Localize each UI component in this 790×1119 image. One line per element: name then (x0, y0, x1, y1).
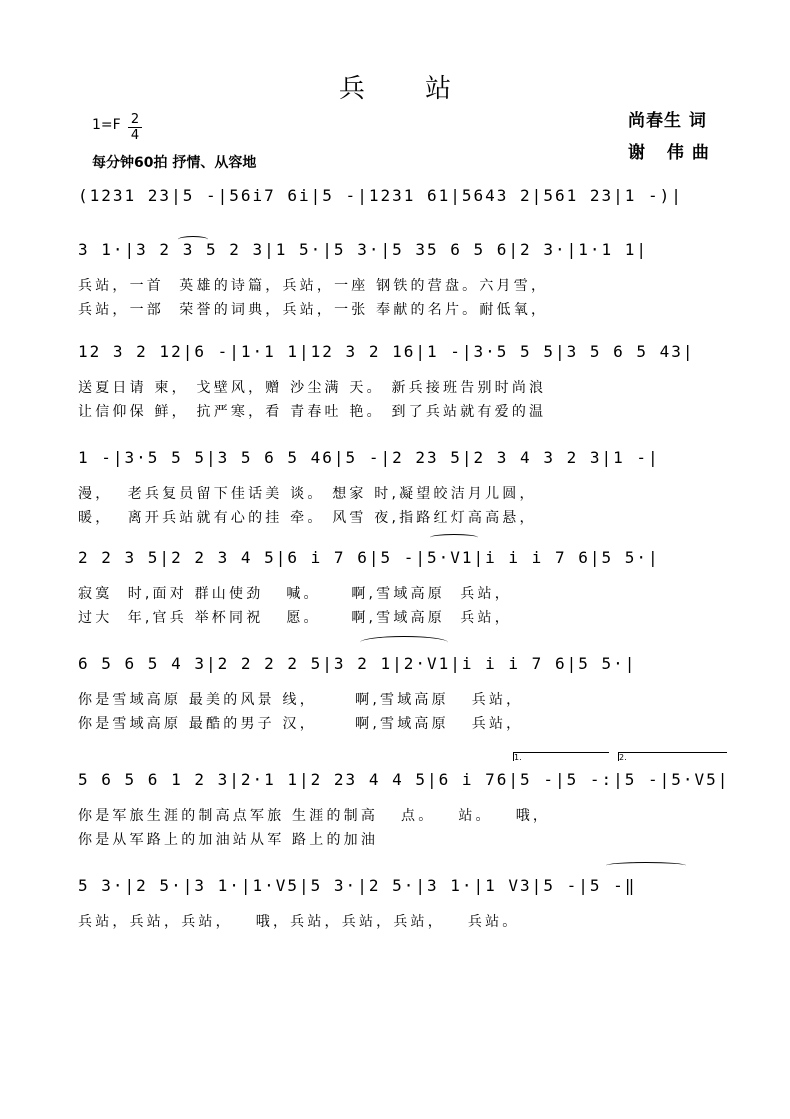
volta-second-ending: 2. (618, 752, 727, 761)
volta-first-ending: 1. (513, 752, 609, 761)
lyric-verse-1: 兵站，兵站，兵站， 哦，兵站，兵站，兵站， 兵站。 (78, 914, 520, 930)
slur-mark (178, 236, 208, 243)
notation-line: 1 -|3·5 5 5|3 5 6 5 46|5 -|2 23 5|2 3 4 3 2 3|1 -| (78, 448, 660, 467)
composer-credit: 谢 伟曲 (628, 143, 717, 163)
score-row-7 (78, 753, 730, 852)
lyricist-credit: 尚春生 词 (628, 111, 707, 131)
lyric-verse-1: 你是雪域高原 最美的风景 线， 啊,雪域高原 兵站， (78, 692, 524, 708)
lyric-verse-2: 暖， 离开兵站就有心的挂 牵。 风雪 夜,指路红灯高高悬， (78, 510, 537, 526)
score-row-2 (78, 240, 728, 322)
lyric-verse-2: 让信仰保 鲜， 抗严寒，看 青春吐 艳。 到了兵站就有爱的温 (78, 404, 547, 420)
notation-line: 6 5 6 5 4 3|2 2 2 2 5|3 2 1|2·V1|i i i 7 6|5 5·| (78, 654, 637, 673)
time-signature-bottom: 4 (128, 127, 142, 143)
lyric-verse-1: 送夏日请 柬， 戈壁风，赠 沙尘满 天。 新兵接班告别时尚浪 (78, 380, 547, 396)
lyric-verse-1: 兵站，一首 英雄的诗篇，兵站，一座 钢铁的营盘。六月雪， (78, 278, 549, 294)
time-signature (128, 112, 142, 143)
notation-line: 2 2 3 5|2 2 3 4 5|6 i 7 6|5 -|5·V1|i i i 7 6|5 5·| (78, 548, 660, 567)
notation-line: (1231 23|5 -|56i7 6i|5 -|1231 61|5643 2|561 23|1 -)| (78, 186, 683, 205)
key-signature: 1=F (92, 117, 121, 133)
score-row-5 (78, 548, 728, 630)
lyric-verse-1: 漫， 老兵复员留下佳话美 谈。 想家 时,凝望皎洁月儿圆， (78, 486, 537, 502)
lyric-verse-1: 你是军旅生涯的制高点军旅 生涯的制高 点。 站。 哦， (78, 808, 551, 824)
score-row-intro (78, 186, 728, 220)
slur-mark (430, 534, 478, 541)
lyric-verse-2: 过大 年,官兵 举杯同祝 愿。 啊,雪域高原 兵站， (78, 610, 512, 626)
score-row-4 (78, 448, 728, 530)
tempo-marking: 每分钟60拍 抒情、从容地 (92, 155, 257, 171)
score-row-6 (78, 654, 728, 736)
lyric-verse-2: 兵站，一部 荣誉的词典，兵站，一张 奉献的名片。耐低氧， (78, 302, 549, 318)
lyric-verse-1: 寂寞 时,面对 群山使劲 喊。 啊,雪域高原 兵站， (78, 586, 512, 602)
score-row-8 (78, 876, 728, 934)
notation-line: 3 1·|3 2 3 5 2 3|1 5·|5 3·|5 35 6 5 6|2 3·|1·1 1| (78, 240, 649, 259)
page-title: 兵 站 (338, 74, 478, 104)
score-row-3 (78, 342, 728, 424)
notation-line: 12 3 2 12|6 -|1·1 1|12 3 2 16|1 -|3·5 5 5|3 5 6 5 43| (78, 342, 695, 361)
lyric-verse-2: 你是从军路上的加油站从军 路上的加油 (78, 832, 379, 848)
slur-mark (606, 862, 686, 869)
slur-mark (360, 636, 448, 649)
notation-line: 5 3·|2 5·|3 1·|1·V5|5 3·|2 5·|3 1·|1 V3|5 -|5 -‖ (78, 876, 637, 895)
lyric-verse-2: 你是雪域高原 最酷的男子 汉， 啊,雪域高原 兵站， (78, 716, 524, 732)
notation-line: 5 6 5 6 1 2 3|2·1 1|2 23 4 4 5|6 i 76|5 -|5 -:|5 -|5·V5| (78, 770, 730, 789)
time-signature-top: 2 (130, 112, 140, 127)
